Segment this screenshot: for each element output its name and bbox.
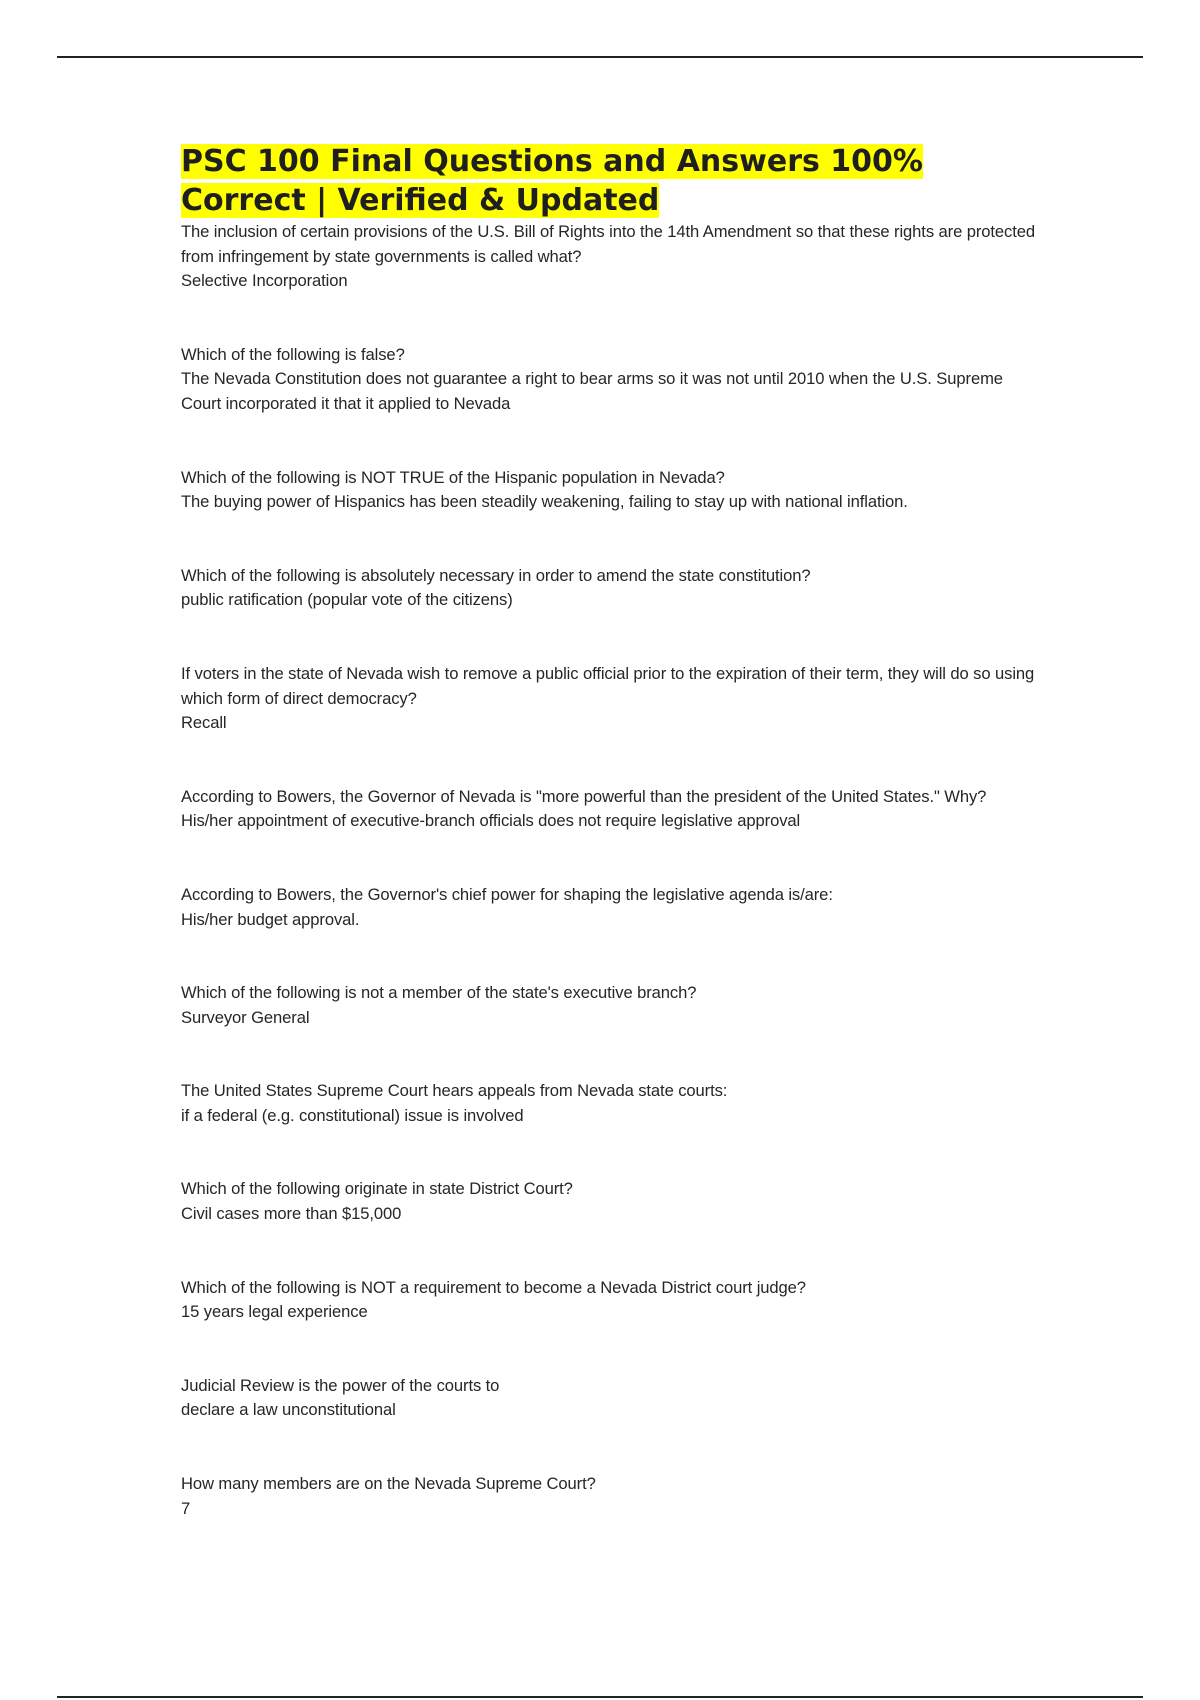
qa-item (181, 981, 1041, 1030)
answer-text: 15 years legal experience (181, 1302, 368, 1322)
answer-text: public ratification (popular vote of the citizens) (181, 590, 513, 610)
qa-item (181, 1177, 1041, 1226)
answer-text: Surveyor General (181, 1007, 310, 1027)
question-text: Judicial Review is the power of the courts to (181, 1375, 500, 1395)
question-text: Which of the following is absolutely necessary in order to amend the state constitution? (181, 565, 811, 585)
bottom-rule (57, 1696, 1143, 1698)
answer-text: Recall (181, 713, 227, 733)
qa-item (181, 1079, 1041, 1128)
document-title (181, 142, 1041, 220)
question-text: According to Bowers, the Governor's chief power for shaping the legislative agenda is/are: (181, 884, 833, 904)
answer-text: The buying power of Hispanics has been steadily weakening, failing to stay up with national inflation. (181, 492, 908, 512)
qa-item (181, 1374, 1041, 1423)
question-text: According to Bowers, the Governor of Nevada is "more powerful than the president of the United States." Why? (181, 786, 987, 806)
answer-text: Selective Incorporation (181, 271, 348, 291)
qa-item (181, 466, 1041, 515)
answer-text: declare a law unconstitutional (181, 1400, 396, 1420)
answer-text: Civil cases more than $15,000 (181, 1204, 402, 1224)
answer-text: if a federal (e.g. constitutional) issue is involved (181, 1105, 524, 1125)
question-text: Which of the following originate in state District Court? (181, 1179, 573, 1199)
document-body (181, 142, 1041, 1570)
answer-text: The Nevada Constitution does not guarantee a right to bear arms so it was not until 2010 when the U.S. Supreme Court incorporated it that it applied to Nevada (181, 369, 1003, 413)
question-text: How many members are on the Nevada Supreme Court? (181, 1474, 596, 1494)
qa-item (181, 1276, 1041, 1325)
qa-item (181, 343, 1041, 417)
question-text: The United States Supreme Court hears appeals from Nevada state courts: (181, 1081, 728, 1101)
top-rule (57, 56, 1143, 58)
qa-item (181, 1472, 1041, 1521)
title-line-1: PSC 100 Final Questions and Answers 100% (181, 144, 923, 179)
qa-list (181, 220, 1041, 1521)
question-text: If voters in the state of Nevada wish to remove a public official prior to the expiration of their term, they will do so using which form of direct democracy? (181, 663, 1035, 708)
question-text: Which of the following is NOT TRUE of the Hispanic population in Nevada? (181, 467, 725, 487)
qa-item (181, 564, 1041, 613)
title-line-2: Correct | Verified & Updated (181, 183, 660, 218)
question-text: Which of the following is false? (181, 344, 405, 364)
qa-item (181, 785, 1041, 834)
question-text: The inclusion of certain provisions of the U.S. Bill of Rights into the 14th Amendment so that these rights are protected from infringement by state governments is called what? (181, 222, 1036, 266)
qa-item (181, 662, 1041, 736)
answer-text: His/her appointment of executive-branch officials does not require legislative approval (181, 811, 801, 831)
question-text: Which of the following is NOT a requirement to become a Nevada District court judge? (181, 1277, 806, 1297)
answer-text: 7 (181, 1498, 191, 1518)
answer-text: His/her budget approval. (181, 909, 360, 929)
question-text: Which of the following is not a member of the state's executive branch? (181, 983, 697, 1003)
qa-item (181, 220, 1041, 294)
qa-item (181, 883, 1041, 932)
